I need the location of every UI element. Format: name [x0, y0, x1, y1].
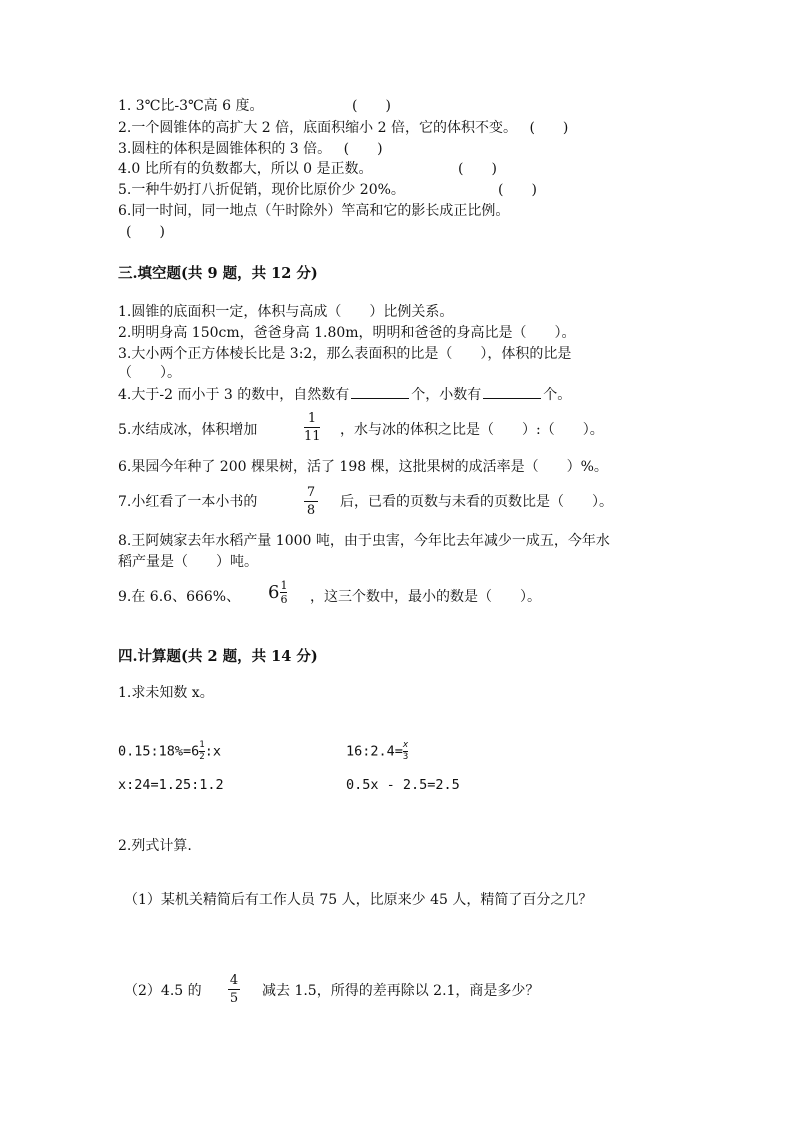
answer-paren: ( ) — [352, 98, 391, 114]
fill-item-1: 1.圆锥的底面积一定，体积与高成（ ）比例关系。 — [118, 304, 454, 320]
fraction-4-5: 4 5 — [229, 973, 239, 1006]
answer-blank — [351, 384, 409, 399]
judge-item-6: 6.同一时间，同一地点（午时除外）竿高和它的影长成正比例。 — [118, 203, 510, 219]
fill-item-2: 2.明明身高 150cm，爸爸身高 1.80m，明明和爸爸的身高比是（ ）。 — [118, 325, 576, 341]
word-problem-2-cont: 减去 1.5，所得的差再除以 2.1，商是多少？ — [262, 983, 540, 999]
judge-item-2: 2.一个圆锥体的高扩大 2 倍，底面积缩小 2 倍，它的体积不变。 ( ) — [118, 120, 569, 136]
equation-1: $0.15:18\%=6\frac{1}{2}:x$ — [118, 740, 221, 762]
word-problem-1: （1）某机关精简后有工作人员 75 人，比原来少 45 人，精简了百分之几？ — [124, 892, 593, 908]
equation-3: x:24=1.25:1.2 — [118, 777, 224, 793]
judge-item-1: 1. 3℃比-3℃高 6 度。 ( ) — [118, 98, 391, 114]
answer-paren: ( ) — [343, 141, 383, 157]
judge-item-4: 4.0 比所有的负数都大，所以 0 是正数。 ( ) — [118, 161, 497, 177]
section-heading-fill: 三.填空题(共 9 题，共 12 分) — [118, 265, 318, 282]
fraction-7-8: 7 8 — [304, 486, 318, 517]
answer-paren: ( ) — [126, 224, 165, 240]
mixed-number-6-1-6: $6\frac{1}{6}$ — [268, 579, 288, 606]
fill-item-5-cont: ，水与冰的体积之比是（ ）:（ ）。 — [340, 422, 604, 438]
fill-item-3: 3.大小两个正方体棱长比是 3:2，那么表面积的比是（ ），体积的比是 — [118, 346, 572, 362]
judge-item-5: 5.一种牛奶打八折促销，现价比原价少 20%。 ( ) — [118, 182, 537, 198]
answer-paren: ( ) — [498, 182, 537, 198]
fill-item-8: 8.王阿姨家去年水稻产量 1000 吨，由于虫害，今年比去年减少一成五，今年水 — [118, 533, 610, 549]
fill-item-9-cont: ，这三个数中，最小的数是（ ）。 — [310, 589, 541, 605]
judge-item-3: 3.圆柱的体积是圆锥体积的 3 倍。 ( ) — [118, 141, 383, 157]
equation-2: $16:2.4=\frac{x}{3}$ — [346, 740, 409, 762]
fill-item-7: 7.小红看了一本小书的 — [118, 494, 258, 510]
answer-paren: ( ) — [529, 120, 569, 136]
calc-part-1: 1.求未知数 x。 — [118, 685, 214, 701]
calc-part-2: 2.列式计算. — [118, 838, 192, 854]
fill-item-3-cont: （ ）。 — [118, 365, 181, 381]
word-problem-2: （2）4.5 的 — [124, 983, 202, 999]
fill-item-4: 4.大于-2 而小于 3 的数中，自然数有 个，小数有 个。 — [118, 384, 571, 405]
section-heading-calc: 四.计算题(共 2 题，共 14 分) — [118, 648, 318, 665]
fill-item-8-cont: 稻产量是（ ）吨。 — [118, 554, 258, 570]
fill-item-9: 9.在 6.6、666%、 — [118, 589, 241, 605]
equation-4: 0.5x - 2.5=2.5 — [346, 777, 460, 793]
fill-item-7-cont: 后，已看的页数与未看的页数比是（ ）。 — [340, 494, 613, 510]
fill-item-5: 5.水结成冰，体积增加 — [118, 422, 258, 438]
answer-blank — [483, 384, 541, 399]
fraction-1-11: 1 11 — [304, 411, 321, 444]
answer-paren: ( ) — [458, 161, 497, 177]
fill-item-6: 6.果园今年种了 200 棵果树，活了 198 棵，这批果树的成活率是（ ）%。 — [118, 459, 608, 475]
